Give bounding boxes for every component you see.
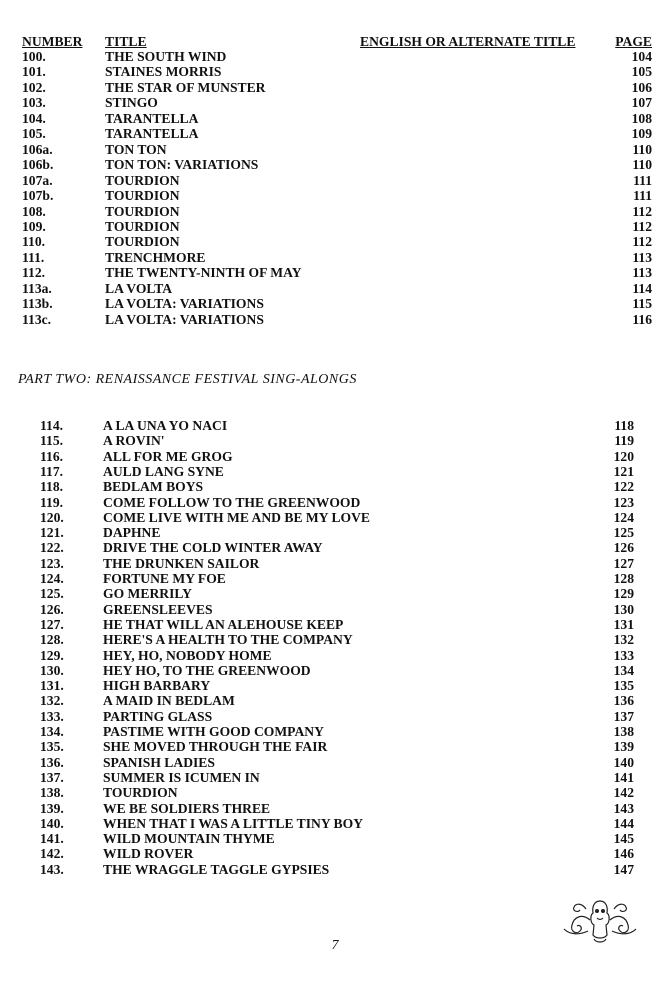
table-row bbox=[0, 49, 670, 64]
entry-page: 108 bbox=[631, 110, 652, 126]
entry-page: 106 bbox=[631, 79, 652, 95]
table-header bbox=[0, 34, 670, 49]
table-row bbox=[0, 617, 670, 632]
entry-page: 123 bbox=[613, 494, 634, 510]
entry-title: TON TON: VARIATIONS bbox=[105, 157, 259, 173]
table-row bbox=[0, 770, 670, 785]
entry-title: HIGH BARBARY bbox=[103, 678, 211, 694]
table-row bbox=[0, 586, 670, 601]
entry-title: TOURDION bbox=[103, 785, 178, 801]
entry-number: 132. bbox=[40, 693, 64, 709]
entry-title: HERE'S A HEALTH TO THE COMPANY bbox=[103, 632, 353, 648]
entry-number: 105. bbox=[22, 126, 46, 142]
entry-title: LA VOLTA: VARIATIONS bbox=[105, 296, 264, 312]
entry-page: 138 bbox=[613, 724, 634, 739]
entry-title: TARANTELLA bbox=[105, 110, 199, 126]
header-title: TITLE bbox=[105, 34, 147, 49]
entry-title: SUMMER IS ICUMEN IN bbox=[103, 769, 260, 785]
entry-page: 135 bbox=[613, 678, 634, 694]
entry-title: GO MERRILY bbox=[103, 586, 193, 602]
entry-page: 144 bbox=[613, 815, 634, 831]
entry-page: 142 bbox=[613, 785, 634, 801]
entry-page: 121 bbox=[613, 463, 634, 479]
entry-title: ALL FOR ME GROG bbox=[103, 448, 233, 464]
table-row bbox=[0, 724, 670, 739]
table-row bbox=[0, 785, 670, 800]
table-row bbox=[0, 173, 670, 188]
entry-title: GREENSLEEVES bbox=[103, 601, 213, 617]
entry-title: PARTING GLASS bbox=[103, 708, 213, 724]
table-row bbox=[0, 80, 670, 95]
entry-number: 111. bbox=[22, 249, 45, 265]
table-row bbox=[0, 312, 670, 327]
table-row bbox=[0, 464, 670, 479]
table-row bbox=[0, 648, 670, 663]
entry-page: 129 bbox=[613, 586, 634, 602]
entry-title: SPANISH LADIES bbox=[103, 754, 215, 770]
entry-number: 114. bbox=[40, 418, 64, 433]
entry-page: 134 bbox=[613, 662, 634, 678]
entry-title: HEY HO, TO THE GREENWOOD bbox=[103, 662, 311, 678]
entry-number: 130. bbox=[40, 662, 64, 678]
table-row bbox=[0, 632, 670, 647]
entry-page: 143 bbox=[613, 800, 634, 816]
entry-title: THE TWENTY-NINTH OF MAY bbox=[105, 265, 302, 281]
entry-number: 138. bbox=[40, 785, 64, 801]
table-row bbox=[0, 204, 670, 219]
entry-page: 131 bbox=[613, 616, 634, 632]
table-row bbox=[0, 219, 670, 234]
entry-number: 125. bbox=[40, 586, 64, 602]
table-row bbox=[0, 111, 670, 126]
entry-page: 133 bbox=[613, 647, 634, 663]
entry-page: 139 bbox=[613, 739, 634, 755]
entry-page: 147 bbox=[613, 861, 634, 877]
entry-number: 121. bbox=[40, 525, 64, 541]
entry-title: COME LIVE WITH ME AND BE MY LOVE bbox=[103, 509, 370, 525]
entry-page: 120 bbox=[613, 448, 634, 464]
entry-title: THE SOUTH WIND bbox=[105, 49, 227, 64]
table-row bbox=[0, 126, 670, 141]
table-row bbox=[0, 540, 670, 555]
entry-number: 129. bbox=[40, 647, 64, 663]
entry-title: STAINES MORRIS bbox=[105, 64, 222, 80]
entry-title: FORTUNE MY FOE bbox=[103, 571, 226, 586]
entry-number: 122. bbox=[40, 540, 64, 556]
entry-title: AULD LANG SYNE bbox=[103, 463, 224, 479]
entry-title: DAPHNE bbox=[103, 525, 161, 541]
table-row bbox=[0, 801, 670, 816]
entry-title: TOURDION bbox=[105, 234, 180, 250]
entry-title: PASTIME WITH GOOD COMPANY bbox=[103, 724, 324, 739]
table-row bbox=[0, 816, 670, 831]
table-row bbox=[0, 449, 670, 464]
entry-page: 110 bbox=[632, 157, 652, 173]
entry-title: THE DRUNKEN SAILOR bbox=[103, 555, 260, 571]
entry-number: 137. bbox=[40, 769, 64, 785]
entry-title: BEDLAM BOYS bbox=[103, 479, 204, 495]
entry-number: 133. bbox=[40, 708, 64, 724]
entry-number: 103. bbox=[22, 95, 46, 111]
entry-title: HE THAT WILL AN ALEHOUSE KEEP bbox=[103, 616, 344, 632]
entry-title: WILD ROVER bbox=[103, 846, 194, 862]
table-row bbox=[0, 693, 670, 708]
table-row bbox=[0, 157, 670, 172]
table-row bbox=[0, 831, 670, 846]
entry-number: 106a. bbox=[22, 141, 53, 157]
table-row bbox=[0, 495, 670, 510]
entry-title: LA VOLTA bbox=[105, 280, 173, 296]
entry-title: A LA UNA YO NACI bbox=[103, 418, 228, 433]
entry-number: 115. bbox=[40, 433, 64, 449]
table-row bbox=[0, 265, 670, 280]
entry-number: 142. bbox=[40, 846, 64, 862]
entry-page: 107 bbox=[631, 95, 652, 111]
entry-title: WILD MOUNTAIN THYME bbox=[103, 831, 275, 847]
entry-title: TOURDION bbox=[105, 203, 180, 219]
entry-number: 134. bbox=[40, 724, 64, 739]
entry-page: 104 bbox=[631, 49, 652, 64]
entry-number: 113c. bbox=[22, 311, 52, 327]
entry-page: 114 bbox=[632, 280, 652, 296]
entry-page: 127 bbox=[613, 555, 634, 571]
entry-number: 109. bbox=[22, 218, 46, 234]
entry-page: 128 bbox=[613, 571, 634, 586]
table-row bbox=[0, 739, 670, 754]
entry-page: 136 bbox=[613, 693, 634, 709]
entry-number: 106b. bbox=[22, 157, 54, 173]
entry-number: 107a. bbox=[22, 172, 53, 188]
entry-number: 108. bbox=[22, 203, 46, 219]
entry-number: 119. bbox=[40, 494, 64, 510]
table-row bbox=[0, 510, 670, 525]
entry-number: 112. bbox=[22, 265, 46, 281]
table-row bbox=[0, 663, 670, 678]
entry-title: TARANTELLA bbox=[105, 126, 199, 142]
entry-title: SHE MOVED THROUGH THE FAIR bbox=[103, 739, 328, 755]
entry-page: 126 bbox=[613, 540, 634, 556]
table-row bbox=[0, 556, 670, 571]
entry-title: TOURDION bbox=[105, 188, 180, 204]
entry-page: 141 bbox=[613, 769, 634, 785]
entry-number: 104. bbox=[22, 110, 46, 126]
entry-number: 120. bbox=[40, 509, 64, 525]
entry-title: A MAID IN BEDLAM bbox=[103, 693, 235, 709]
entry-title: HEY, HO, NOBODY HOME bbox=[103, 647, 272, 663]
entry-page: 111 bbox=[633, 172, 652, 188]
header-alternate-title: ENGLISH OR ALTERNATE TITLE bbox=[360, 34, 576, 49]
table-row bbox=[0, 525, 670, 540]
entry-number: 101. bbox=[22, 64, 46, 80]
entry-page: 109 bbox=[631, 126, 652, 142]
section-title: PART TWO: RENAISSANCE FESTIVAL SING-ALONGS bbox=[18, 372, 357, 387]
entry-page: 116 bbox=[632, 311, 652, 327]
entry-page: 137 bbox=[613, 708, 634, 724]
entry-page: 125 bbox=[613, 525, 634, 541]
entry-page: 119 bbox=[614, 433, 634, 449]
entry-title: A ROVIN' bbox=[103, 433, 165, 449]
table-row bbox=[0, 95, 670, 110]
entry-number: 116. bbox=[40, 448, 64, 464]
entry-page: 113 bbox=[632, 265, 652, 281]
entry-number: 126. bbox=[40, 601, 64, 617]
entry-number: 100. bbox=[22, 49, 46, 64]
entry-title: THE WRAGGLE TAGGLE GYPSIES bbox=[103, 861, 330, 877]
entry-page: 124 bbox=[613, 509, 634, 525]
entry-number: 136. bbox=[40, 754, 64, 770]
entry-number: 139. bbox=[40, 800, 64, 816]
header-number: NUMBER bbox=[22, 34, 83, 49]
entry-page: 115 bbox=[632, 296, 652, 312]
table-row bbox=[0, 188, 670, 203]
table-row bbox=[0, 709, 670, 724]
entry-number: 127. bbox=[40, 616, 64, 632]
entry-page: 112 bbox=[632, 203, 652, 219]
table-row bbox=[0, 250, 670, 265]
entry-number: 140. bbox=[40, 815, 64, 831]
entry-page: 105 bbox=[631, 64, 652, 80]
entry-number: 113b. bbox=[22, 296, 53, 312]
entry-number: 128. bbox=[40, 632, 64, 648]
table-row bbox=[0, 418, 670, 433]
entry-page: 110 bbox=[632, 141, 652, 157]
entry-title: LA VOLTA: VARIATIONS bbox=[105, 311, 264, 327]
table-row bbox=[0, 281, 670, 296]
entry-page: 122 bbox=[613, 479, 634, 495]
entry-page: 112 bbox=[632, 234, 652, 250]
table-row bbox=[0, 479, 670, 494]
entry-number: 124. bbox=[40, 571, 64, 586]
table-row bbox=[0, 433, 670, 448]
table-row bbox=[0, 142, 670, 157]
entry-title: COME FOLLOW TO THE GREENWOOD bbox=[103, 494, 361, 510]
entry-number: 118. bbox=[40, 479, 64, 495]
entry-title: TOURDION bbox=[105, 172, 180, 188]
entry-number: 110. bbox=[22, 234, 46, 250]
table-row bbox=[0, 678, 670, 693]
entry-page: 130 bbox=[613, 601, 634, 617]
entry-page: 132 bbox=[613, 632, 634, 648]
table-row bbox=[0, 571, 670, 586]
entry-number: 141. bbox=[40, 831, 64, 847]
entry-number: 102. bbox=[22, 79, 46, 95]
entry-page: 113 bbox=[632, 249, 652, 265]
entry-page: 111 bbox=[633, 188, 652, 204]
entry-number: 135. bbox=[40, 739, 64, 755]
entry-page: 118 bbox=[614, 418, 634, 433]
entry-number: 113a. bbox=[22, 280, 52, 296]
table-row bbox=[0, 862, 670, 877]
entry-title: TRENCHMORE bbox=[105, 249, 206, 265]
entry-title: WE BE SOLDIERS THREE bbox=[103, 800, 271, 816]
entry-page: 146 bbox=[613, 846, 634, 862]
entry-number: 107b. bbox=[22, 188, 54, 204]
table-row bbox=[0, 64, 670, 79]
entry-number: 143. bbox=[40, 861, 64, 877]
entry-title: WHEN THAT I WAS A LITTLE TINY BOY bbox=[103, 815, 364, 831]
entry-number: 117. bbox=[40, 463, 64, 479]
page-number: 7 bbox=[331, 938, 339, 953]
entry-page: 112 bbox=[632, 218, 652, 234]
table-row bbox=[0, 602, 670, 617]
table-row bbox=[0, 296, 670, 311]
header-page: PAGE bbox=[615, 34, 652, 49]
entry-title: DRIVE THE COLD WINTER AWAY bbox=[103, 540, 323, 556]
table-row bbox=[0, 846, 670, 861]
entry-page: 140 bbox=[613, 754, 634, 770]
entry-title: THE STAR OF MUNSTER bbox=[105, 79, 266, 95]
table-row bbox=[0, 234, 670, 249]
entry-number: 131. bbox=[40, 678, 64, 694]
entry-title: TOURDION bbox=[105, 218, 180, 234]
entry-title: STINGO bbox=[105, 95, 158, 111]
entry-title: TON TON bbox=[105, 141, 167, 157]
table-row bbox=[0, 755, 670, 770]
entry-number: 123. bbox=[40, 555, 64, 571]
entry-page: 145 bbox=[613, 831, 634, 847]
